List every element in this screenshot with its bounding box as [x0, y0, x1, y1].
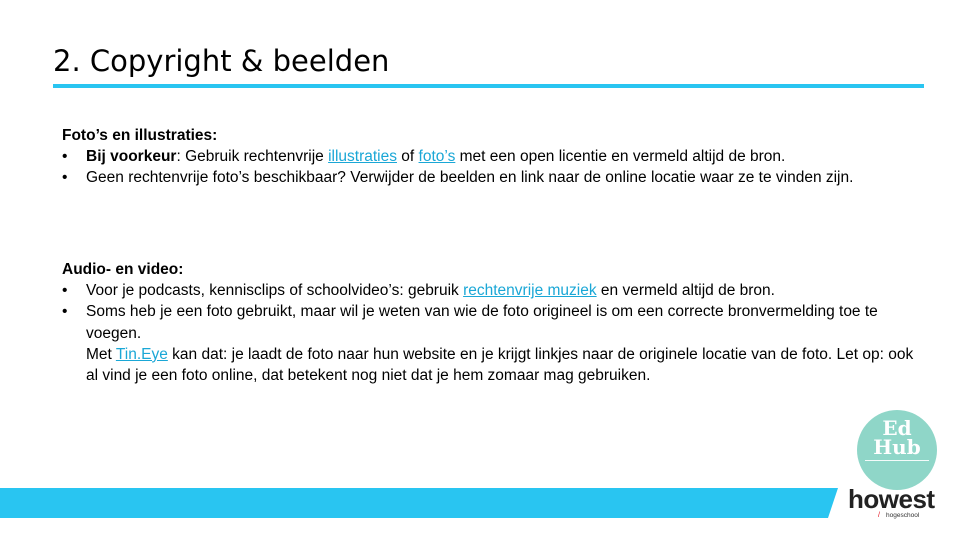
footer-accent-bar: [0, 488, 960, 518]
slide-title: 2. Copyright & beelden: [53, 44, 390, 78]
bullet-text: Met: [86, 345, 116, 363]
bullet-text: en vermeld altijd de bron.: [596, 282, 775, 300]
edhub-logo: [857, 410, 937, 490]
tineye-link[interactable]: Tin.Eye: [115, 345, 168, 363]
bullet-text: met een open licentie en vermeld altijd de bron.: [455, 148, 786, 166]
bullet-item: [62, 146, 922, 167]
illustraties-link[interactable]: illustraties: [328, 148, 397, 166]
fotos-link[interactable]: foto’s: [418, 148, 456, 166]
howest-logo: howest: [848, 484, 935, 514]
bullet-text: Soms heb je een foto gebruikt, maar wil je weten van wie de foto origineel is om een correcte bronvermelding toe te voegen.: [86, 303, 878, 342]
section-heading: Audio- en video:: [62, 261, 184, 278]
bullet-item: [62, 280, 922, 301]
section-audio-video: [62, 259, 922, 386]
howest-logo-subtitle: hogeschool: [886, 512, 920, 519]
bullet-text: Voor je podcasts, kennisclips of schoolvideo’s: gebruik: [86, 282, 464, 300]
bullet-marker: •: [62, 303, 68, 321]
section-heading: Foto’s en illustraties:: [62, 127, 218, 144]
edhub-logo-text: Hub: [873, 435, 921, 459]
bullet-marker: •: [62, 282, 68, 300]
bullet-text: : Gebruik rechtenvrije: [176, 148, 329, 166]
bullet-text: kan dat: je laadt de foto naar hun website en je krijgt linkjes naar de originele locatie van de foto. Let op: ook al vind je een foto online, dat betekent nog niet dat je hem zomaar mag gebruiken.: [86, 345, 914, 385]
rechtenvrije-muziek-link[interactable]: rechtenvrije muziek: [463, 282, 597, 300]
howest-logo-slash: /: [878, 512, 880, 519]
bullet-text: of: [397, 148, 419, 166]
bullet-bold-text: Bij voorkeur: [86, 148, 177, 166]
section-photos-illustrations: [62, 125, 922, 189]
bullet-text: Geen rechtenvrije foto’s beschikbaar? Verwijder de beelden en link naar de online locatie waar ze te vinden zijn.: [86, 169, 854, 187]
bullet-marker: •: [62, 169, 68, 187]
edhub-logo-text: Ed: [882, 416, 912, 440]
bullet-marker: •: [62, 148, 68, 166]
edhub-logo-divider: [865, 460, 929, 469]
bullet-item: [62, 301, 922, 386]
title-underline: [53, 84, 924, 88]
bullet-item: [62, 167, 922, 188]
